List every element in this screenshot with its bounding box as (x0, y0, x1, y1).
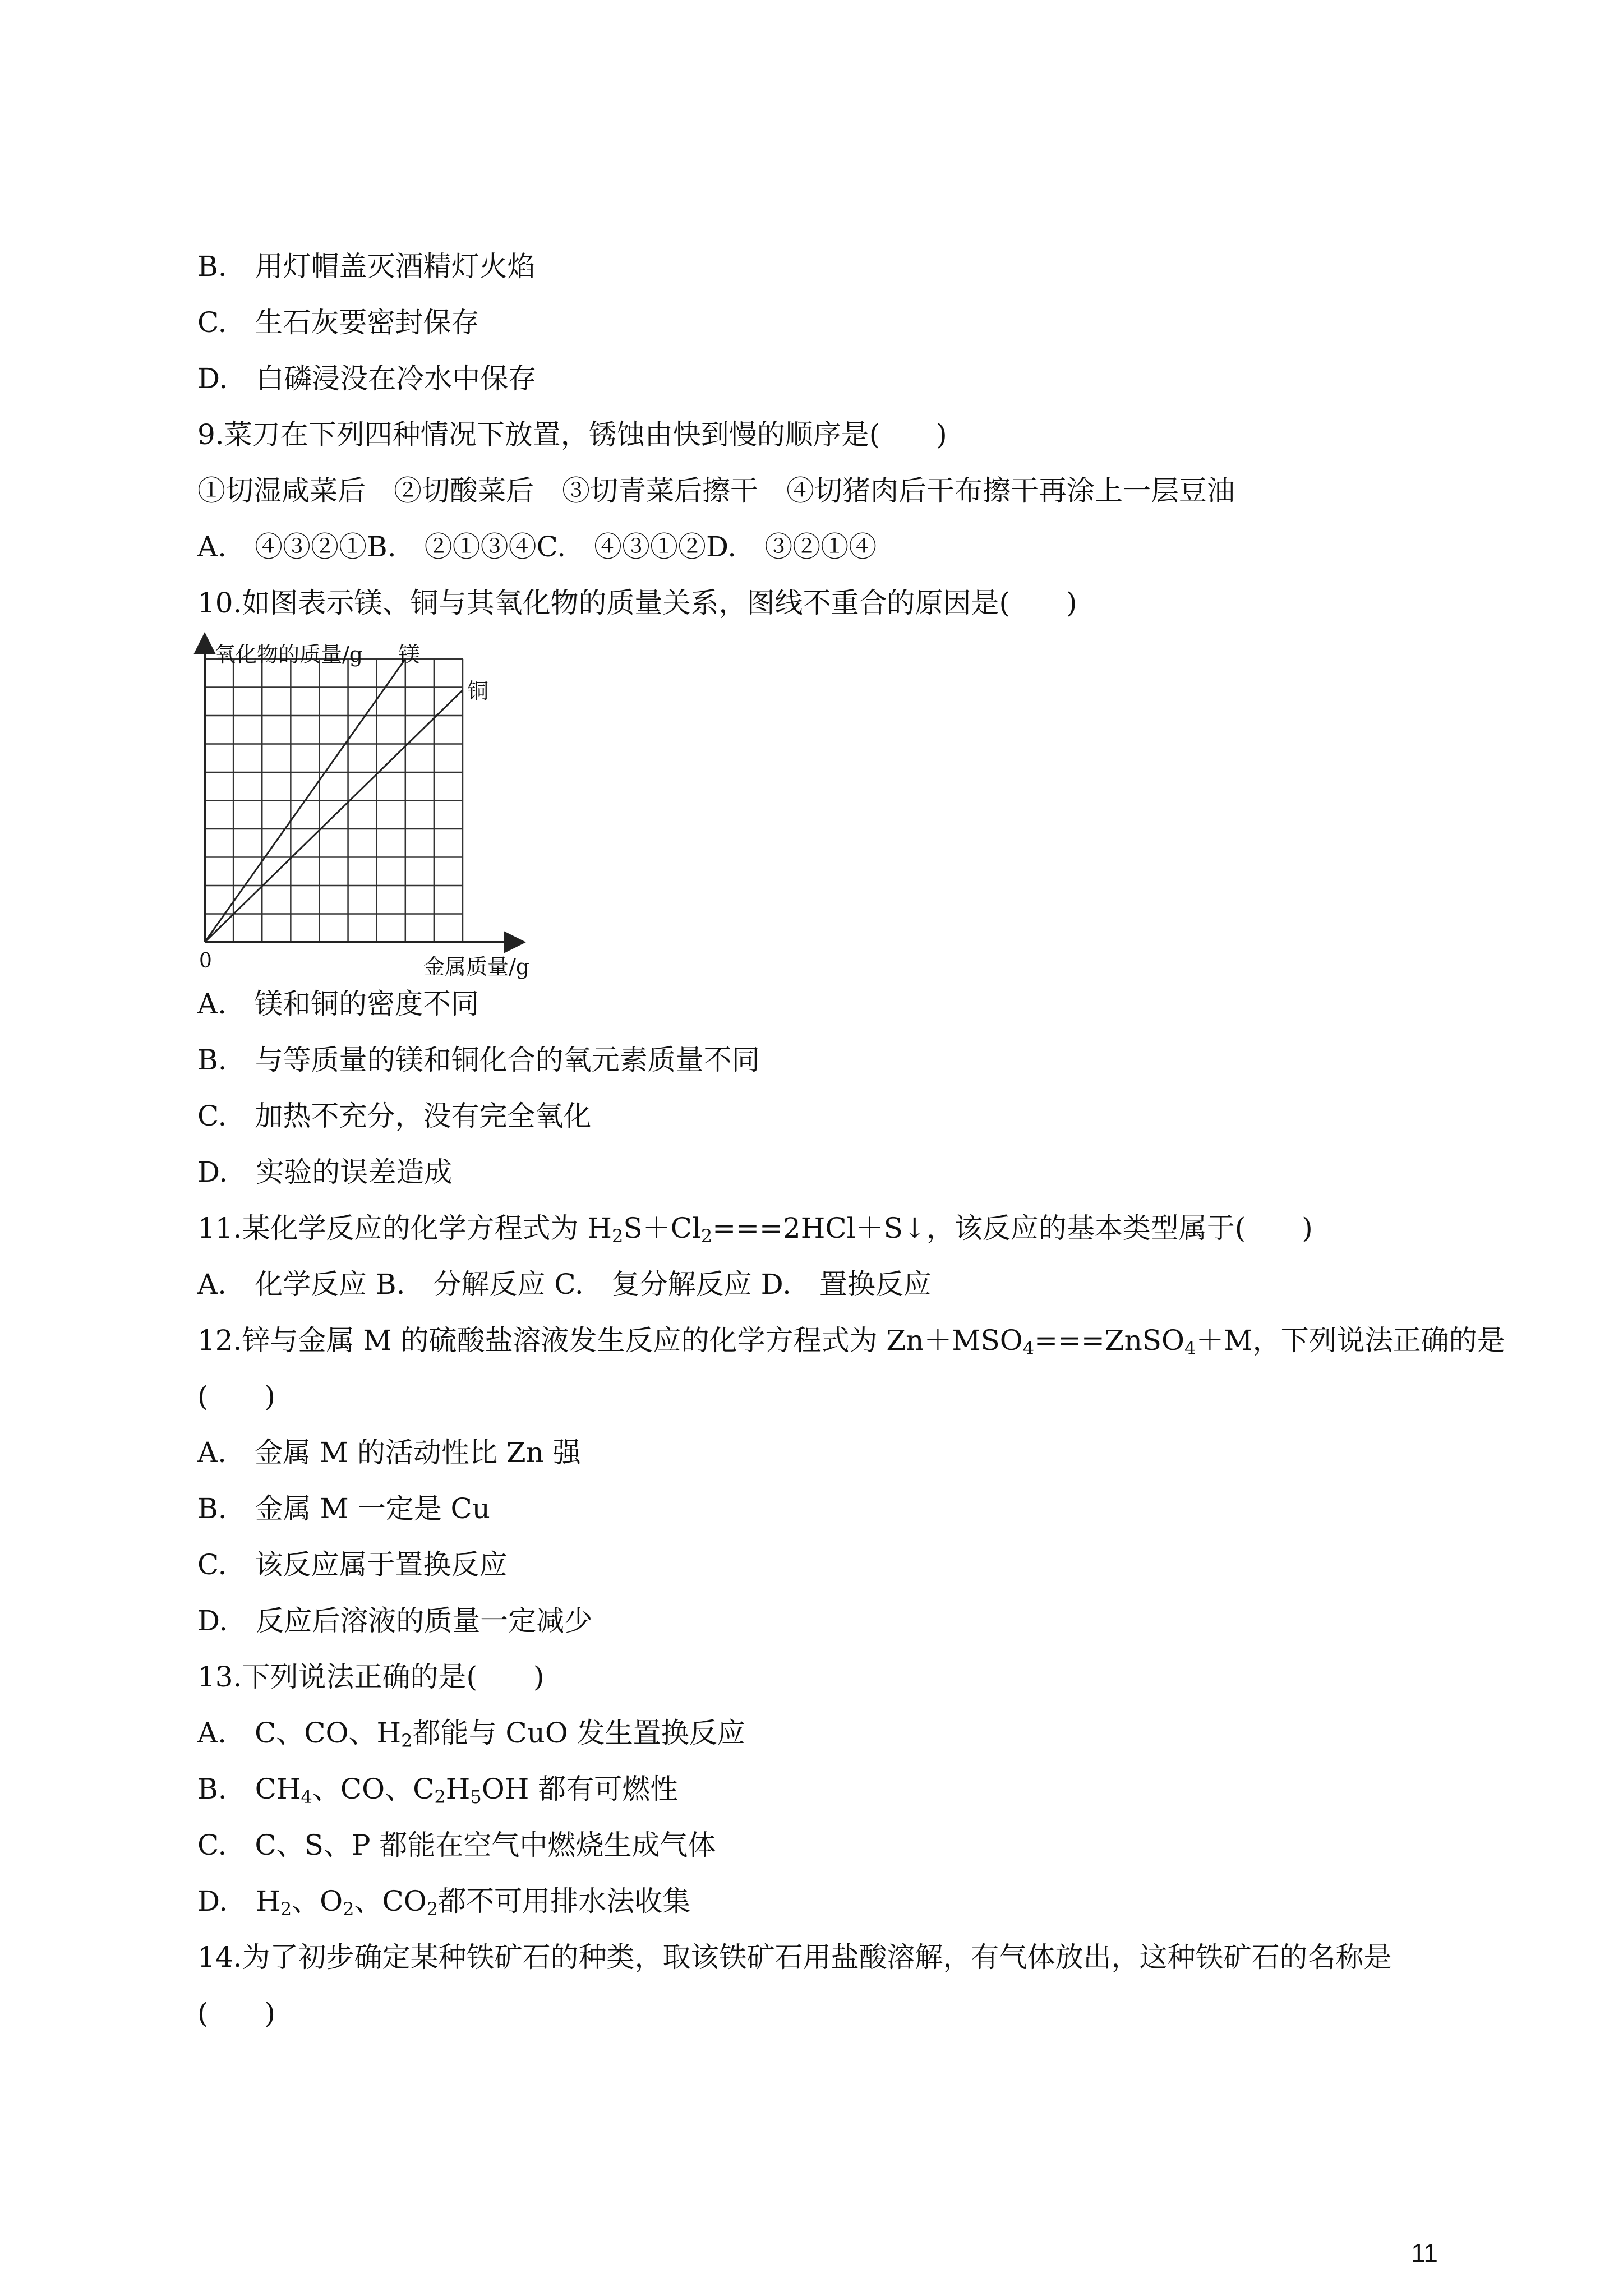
page-number: 11 (1411, 2238, 1438, 2267)
q11-stem: 11.某化学反应的化学方程式为 $H_2S+Cl_2===2HCl+S↓$，该反应的基本类型属于( ) (197, 1212, 1313, 1247)
q14-paren: ( ) (197, 1997, 276, 2030)
q12-stem: 12.锌与金属 M 的硫酸盐溶液发生反应的化学方程式为 $Zn+MSO_4===ZnSO_4+M$，下列说法正确的是 (197, 1324, 1505, 1359)
q10-stem: 10.如图表示镁、铜与其氧化物的质量关系，图线不重合的原因是( ) (197, 587, 1077, 619)
q11-options: A. 化学反应 B. 分解反应 C. 复分解反应 D. 置换反应 (197, 1268, 932, 1301)
q12-option-a: A. 金属 M 的活动性比 Zn 强 (197, 1436, 581, 1469)
q13-option-c: C. C、S、P 都能在空气中燃烧生成气体 (197, 1829, 716, 1861)
q13-option-a: A. C、CO、$H_2$都能与 CuO 发生置换反应 (197, 1717, 745, 1751)
q12-option-d: D. 反应后溶液的质量一定减少 (197, 1605, 593, 1637)
q10-option-d: D. 实验的误差造成 (197, 1156, 453, 1188)
mass-relation-chart (191, 631, 555, 979)
q13-stem: 13.下列说法正确的是( ) (197, 1661, 545, 1693)
series-label-copper: 铜 (467, 679, 489, 704)
q10-option-a: A. 镁和铜的密度不同 (197, 988, 479, 1020)
q12-paren: ( ) (197, 1380, 276, 1413)
q10-option-c: C. 加热不充分，没有完全氧化 (197, 1100, 592, 1132)
q9-options: A. ④③②①B. ②①③④C. ④③①②D. ③②①④ (197, 531, 877, 563)
q12-option-c: C. 该反应属于置换反应 (197, 1548, 508, 1581)
origin-label: 0 (199, 949, 212, 972)
series-line-copper (205, 690, 463, 942)
x-axis-label: 金属质量/g (423, 955, 530, 979)
series-label-magnesium: 镁 (398, 642, 420, 667)
q8-option-b: B. 用灯帽盖灭酒精灯火焰 (197, 250, 536, 283)
q8-option-c: C. 生石灰要密封保存 (197, 306, 479, 339)
q13-option-b: B. $CH_4$、CO、$C_2H_5OH$ 都有可燃性 (197, 1773, 679, 1808)
q14-stem: 14.为了初步确定某种铁矿石的种类，取该铁矿石用盐酸溶解，有气体放出，这种铁矿石的名称是 (197, 1941, 1392, 1974)
q13-option-d: D. $H_2$、$O_2$、$CO_2$都不可用排水法收集 (197, 1885, 691, 1920)
q10-option-b: B. 与等质量的镁和铜化合的氧元素质量不同 (197, 1044, 760, 1076)
y-axis-label: 氧化物的质量/g (214, 642, 363, 667)
chart-grid (205, 659, 463, 942)
q12-option-b: B. 金属 M 一定是 Cu (197, 1492, 490, 1525)
q9-stem: 9.菜刀在下列四种情况下放置，锈蚀由快到慢的顺序是( ) (197, 418, 947, 451)
q8-option-d: D. 白磷浸没在冷水中保存 (197, 362, 537, 395)
q9-items: ①切湿咸菜后 ②切酸菜后 ③切青菜后擦干 ④切猪肉后干布擦干再涂上一层豆油 (197, 474, 1235, 507)
